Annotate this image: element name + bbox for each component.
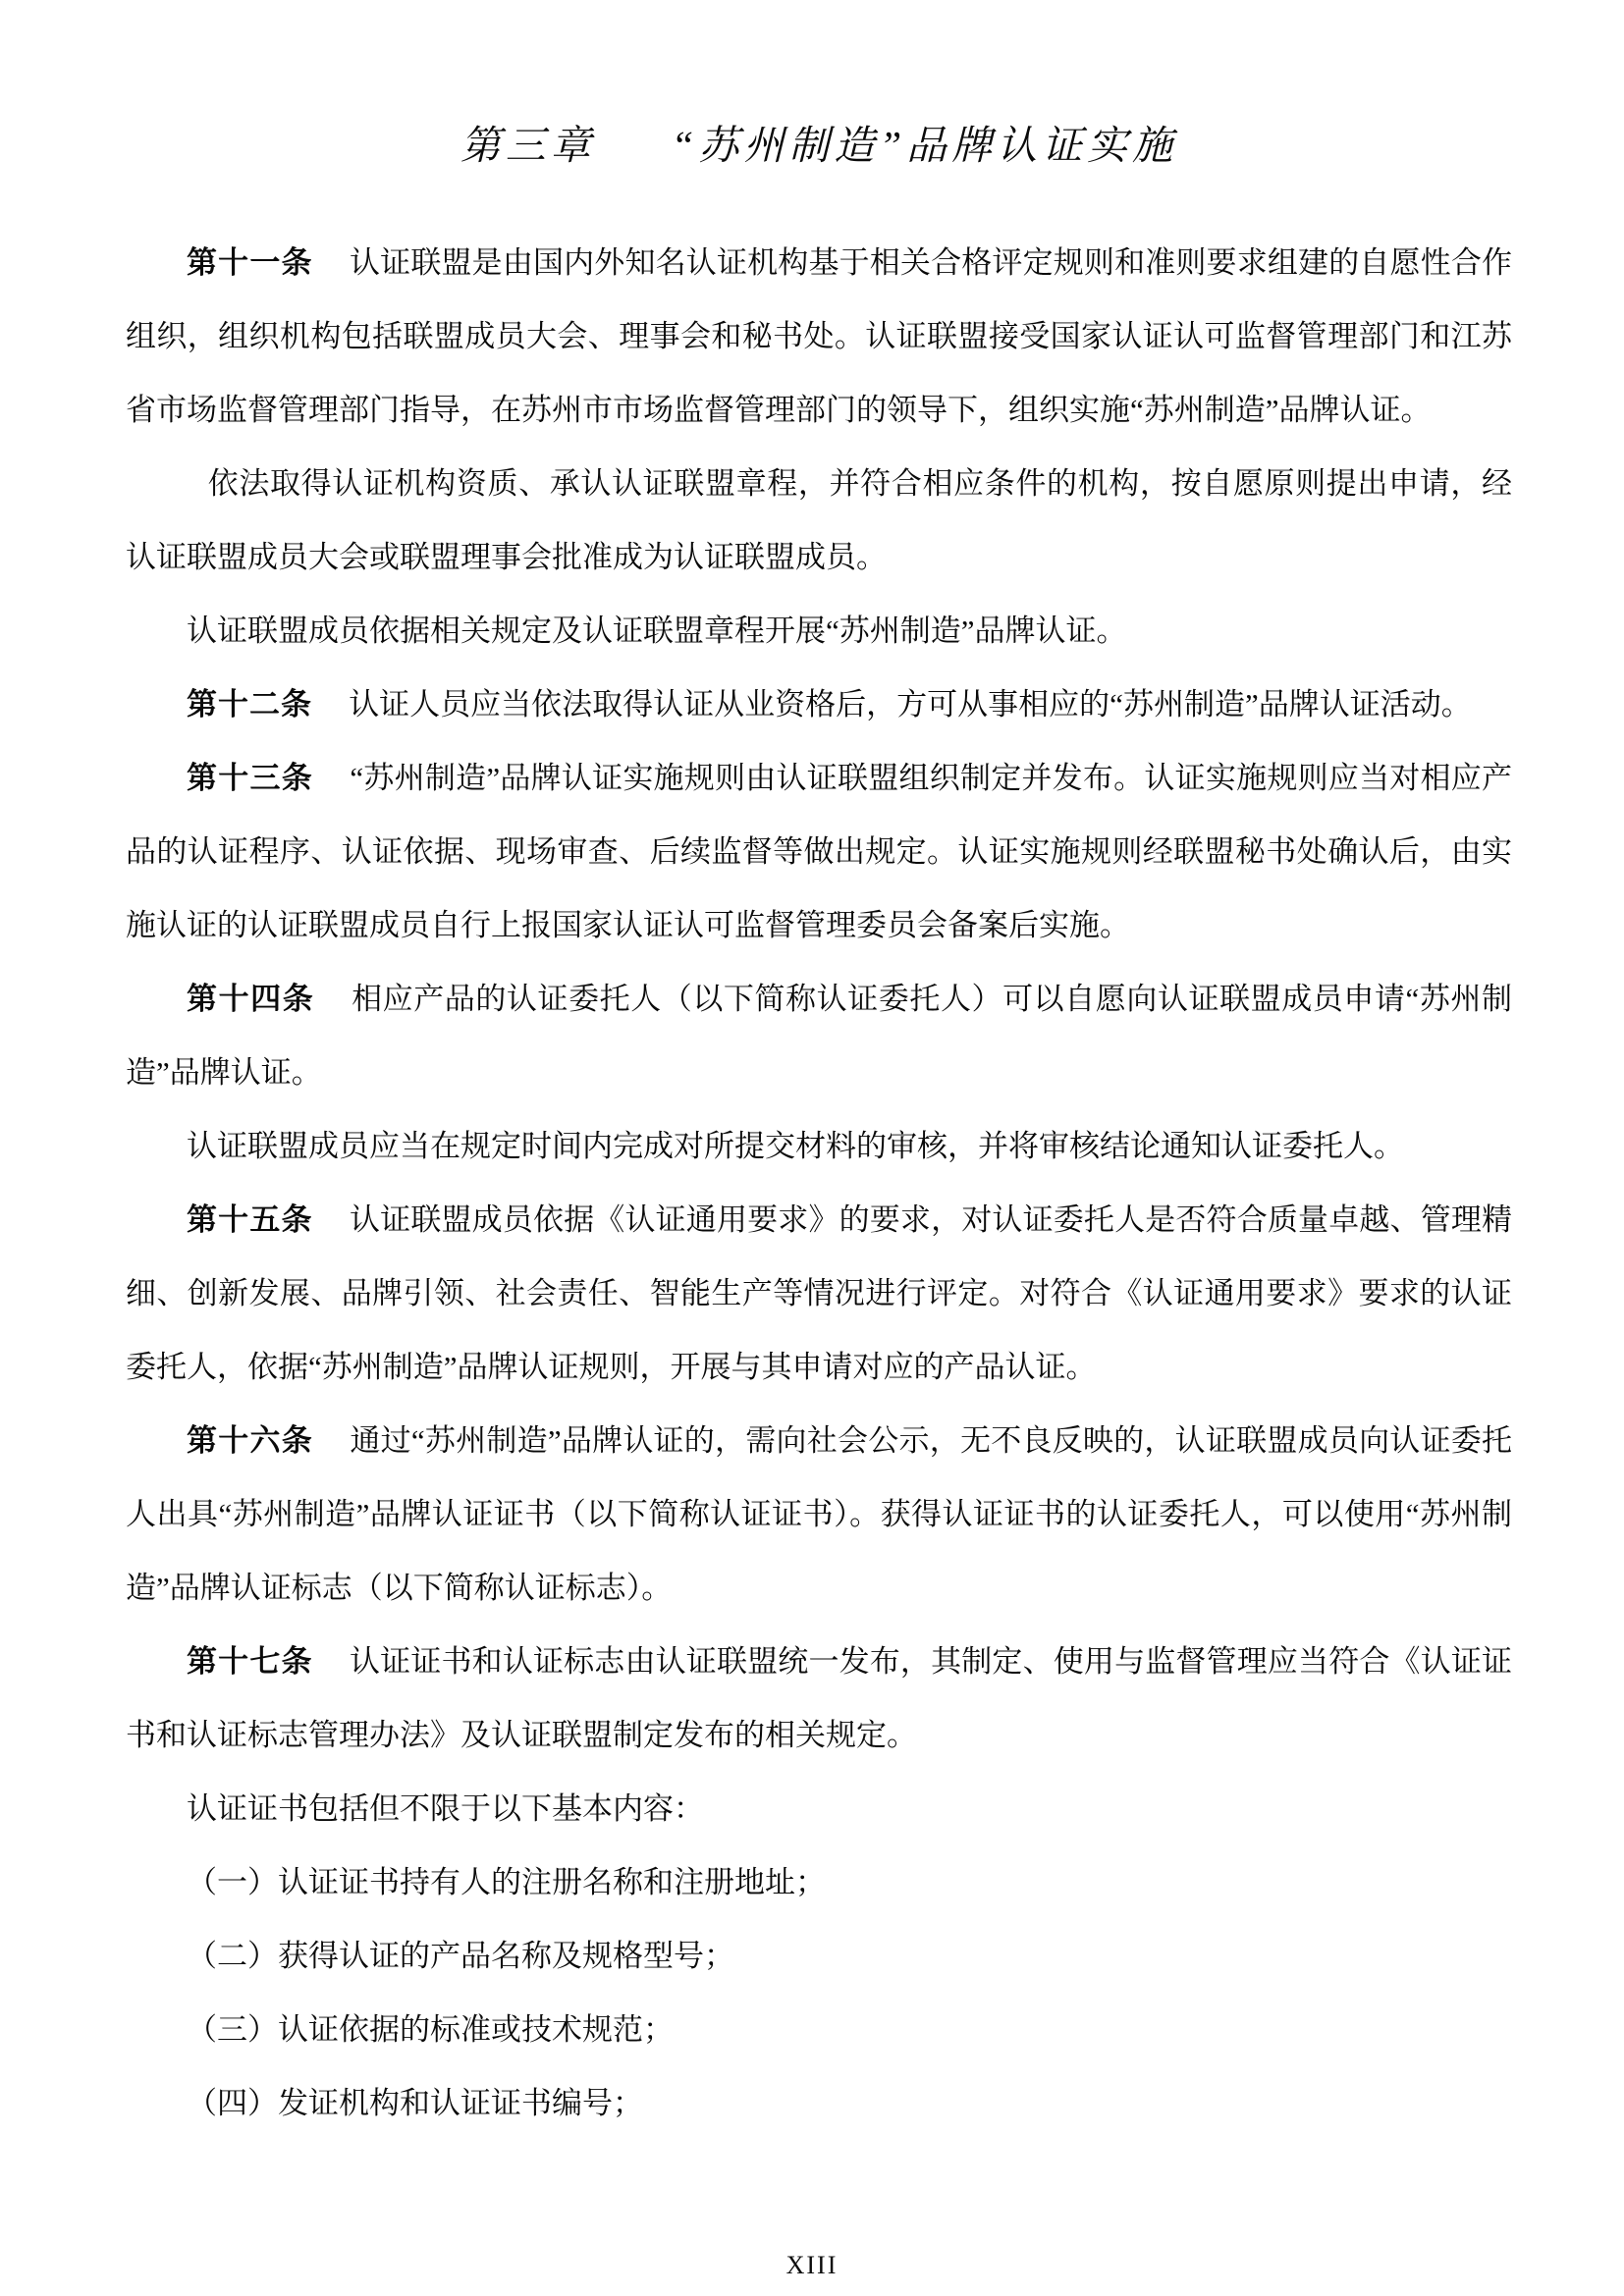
article-number: 第十二条 bbox=[187, 687, 312, 721]
paragraph bbox=[126, 447, 1512, 594]
document-content bbox=[126, 116, 1512, 2140]
paragraph-text: 认证联盟成员依据《认证通用要求》的要求，对认证委托人是否符合质量卓越、管理精细、创新发展、品牌引领、社会责任、智能生产等情况进行评定。对符合《认证通用要求》要求的认证委托人，依据“苏州制造”品牌认证规则，开展与其申请对应的产品认证。 bbox=[126, 1202, 1513, 1384]
paragraph bbox=[126, 1772, 1512, 1845]
paragraph bbox=[126, 962, 1512, 1109]
paragraph-text: 依法取得认证机构资质、承认认证联盟章程，并符合相应条件的机构，按自愿原则提出申请，经认证联盟成员大会或联盟理事会批准成为认证联盟成员。 bbox=[126, 466, 1512, 574]
paragraph-text: 认证联盟是由国内外知名认证机构基于相关合格评定规则和准则要求组建的自愿性合作组织，组织机构包括联盟成员大会、理事会和秘书处。认证联盟接受国家认证认可监督管理部门和江苏省市场监督管理部门指导，在苏州市市场监督管理部门的领导下，组织实施“苏州制造”品牌认证。 bbox=[126, 245, 1513, 427]
chapter-number: 第三章 bbox=[460, 123, 596, 168]
paragraph-text: （一）认证证书持有人的注册名称和注册地址； bbox=[187, 1865, 826, 1899]
paragraph bbox=[126, 1993, 1512, 2066]
paragraph bbox=[126, 741, 1512, 962]
paragraph bbox=[126, 1183, 1512, 1404]
article-number: 第十四条 bbox=[187, 982, 315, 1016]
article-number: 第十一条 bbox=[187, 245, 313, 280]
paragraph-text: 认证证书和认证标志由认证联盟统一发布，其制定、使用与监督管理应当符合《认证证书和认证标志管理办法》及认证联盟制定发布的相关规定。 bbox=[126, 1644, 1513, 1752]
paragraph-text: 认证联盟成员应当在规定时间内完成对所提交材料的审核，并将审核结论通知认证委托人。 bbox=[187, 1129, 1404, 1163]
page-number: XIII bbox=[785, 2251, 839, 2279]
paragraph-text: 认证人员应当依法取得认证从业资格后，方可从事相应的“苏州制造”品牌认证活动。 bbox=[349, 687, 1472, 721]
paragraph-text: 相应产品的认证委托人（以下简称认证委托人）可以自愿向认证联盟成员申请“苏州制造”品牌认证。 bbox=[126, 982, 1513, 1090]
paragraph-text: 认证联盟成员依据相关规定及认证联盟章程开展“苏州制造”品牌认证。 bbox=[187, 614, 1127, 648]
paragraph bbox=[126, 1109, 1512, 1183]
paragraph-text: 认证证书包括但不限于以下基本内容： bbox=[187, 1791, 704, 1826]
article-number: 第十五条 bbox=[187, 1202, 313, 1237]
paragraph-text: （四）发证机构和认证证书编号； bbox=[187, 2086, 643, 2120]
paragraph bbox=[126, 1845, 1512, 1919]
chapter-title bbox=[126, 116, 1512, 175]
paragraph bbox=[126, 1625, 1512, 1772]
paragraph-text: “苏州制造”品牌认证实施规则由认证联盟组织制定并发布。认证实施规则应当对相应产品的认证程序、认证依据、现场审查、后续监督等做出规定。认证实施规则经联盟秘书处确认后，由实施认证的认证联盟成员自行上报国家认证认可监督管理委员会备案后实施。 bbox=[126, 761, 1513, 942]
paragraph bbox=[126, 1919, 1512, 1993]
paragraph bbox=[126, 2066, 1512, 2140]
paragraph-text: 通过“苏州制造”品牌认证的，需向社会公示，无不良反映的，认证联盟成员向认证委托人出具“苏州制造”品牌认证证书（以下简称认证证书）。获得认证证书的认证委托人，可以使用“苏州制造”品牌认证标志（以下简称认证标志）。 bbox=[126, 1423, 1513, 1605]
chapter-name: “苏州制造”品牌认证实施 bbox=[671, 123, 1178, 168]
paragraph-text: （三）认证依据的标准或技术规范； bbox=[187, 2012, 674, 2047]
paragraph bbox=[126, 1404, 1512, 1625]
article-number: 第十六条 bbox=[187, 1423, 313, 1458]
document-body bbox=[126, 226, 1512, 2140]
paragraph bbox=[126, 226, 1512, 447]
article-number: 第十七条 bbox=[187, 1644, 313, 1679]
paragraph-text: （二）获得认证的产品名称及规格型号； bbox=[187, 1939, 734, 1973]
paragraph bbox=[126, 667, 1512, 741]
page-number-footer bbox=[0, 2251, 1624, 2280]
paragraph bbox=[126, 594, 1512, 667]
article-number: 第十三条 bbox=[187, 761, 313, 795]
